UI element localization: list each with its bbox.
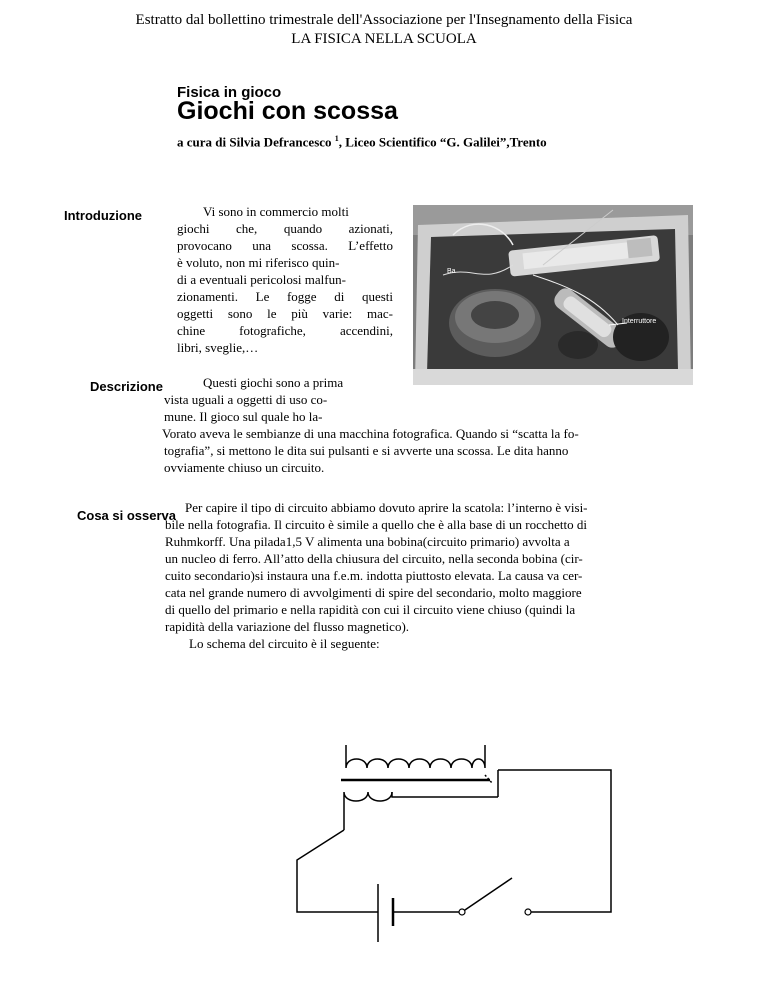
text-line: un nucleo di ferro. All’atto della chiusura del circuito, nella seconda bobina (cir- [165, 551, 583, 566]
author-footnote-mark: 1 [334, 134, 339, 143]
author-prefix: a cura di Silvia Defrancesco [177, 134, 335, 150]
publication-header-line1: Estratto dal bollettino trimestrale dell'Associazione per l'Insegnamento della Fisica [135, 12, 633, 28]
publication-header-line2: LA FISICA NELLA SCUOLA [291, 31, 477, 47]
section-heading-cosa-si-osserva: Cosa si osserva [77, 508, 177, 523]
text-line: cuito secondario)si instaura una f.e.m. indotta piuttosto elevata. La causa va cer- [165, 568, 583, 583]
secondary-coil-winding [346, 745, 485, 768]
section-heading-introduzione: Introduzione [64, 208, 142, 223]
text-line: zionamenti. Le fogge di questi [177, 289, 393, 304]
primary-wire-return [498, 770, 611, 912]
article-title: Giochi con scossa [177, 97, 398, 125]
text-line: oggetti sono le più varie: mac- [177, 306, 393, 321]
author-suffix: , Liceo Scientifico “G. Galilei”,Trento [338, 134, 547, 150]
text-line: Questi giochi sono a prima [203, 375, 344, 390]
text-line: libri, sveglie,… [177, 340, 259, 355]
text-line: è voluto, non mi riferisco quin- [177, 255, 340, 270]
primary-wire-left [297, 830, 378, 912]
primary-coil-winding [344, 792, 392, 830]
section-heading-descrizione: Descrizione [90, 379, 163, 394]
text-line: di quello del primario e nella rapidità con cui il circuito viene chiuso (quindi la [165, 602, 576, 617]
photo-label-switch: Interruttore [622, 318, 657, 325]
switch-pivot [459, 909, 465, 915]
text-line: di a eventuali pericolosi malfun- [177, 272, 346, 287]
switch-contact [525, 909, 531, 915]
switch-lever [462, 878, 512, 912]
text-line: bile nella fotografia. Il circuito è simile a quello che è alla base di un rocchetto di [165, 517, 587, 532]
text-line: cata nel grande numero di avvolgimenti di spire del secondario, molto maggiore [165, 585, 582, 600]
text-line: Ruhmkorff. Una pilada1,5 V alimenta una bobina(circuito primario) avvolta a [165, 534, 570, 549]
text-line: Vorato aveva le sembianze di una macchina fotografica. Quando si “scatta la fo- [162, 426, 579, 441]
photo-label-battery: Ba [447, 268, 456, 275]
text-line: rapidità della variazione del flusso magnetico). [165, 619, 410, 634]
text-line: tografia”, si mettono le dita sui pulsanti e si avverte una scossa. Le dita hanno [164, 443, 569, 458]
text-line: ovviamente chiuso un circuito. [164, 460, 325, 475]
text-line: provocano una scossa. L’effetto [177, 238, 393, 253]
text-line: Lo schema del circuito è il seguente: [189, 636, 380, 651]
text-line: vista uguali a oggetti di uso co- [164, 392, 328, 407]
text-line: giochi che, quando azionati, [177, 221, 393, 236]
text-line: Per capire il tipo di circuito abbiamo dovuto aprire la scatola: l’interno è visi- [185, 500, 588, 515]
primary-wire-right [392, 792, 498, 797]
text-line: Vi sono in commercio molti [203, 204, 349, 219]
text-line: mune. Il gioco sul quale ho la- [164, 409, 323, 424]
text-line: chine fotografiche, accendini, [177, 323, 393, 338]
article-kicker: Fisica in gioco [177, 84, 282, 101]
